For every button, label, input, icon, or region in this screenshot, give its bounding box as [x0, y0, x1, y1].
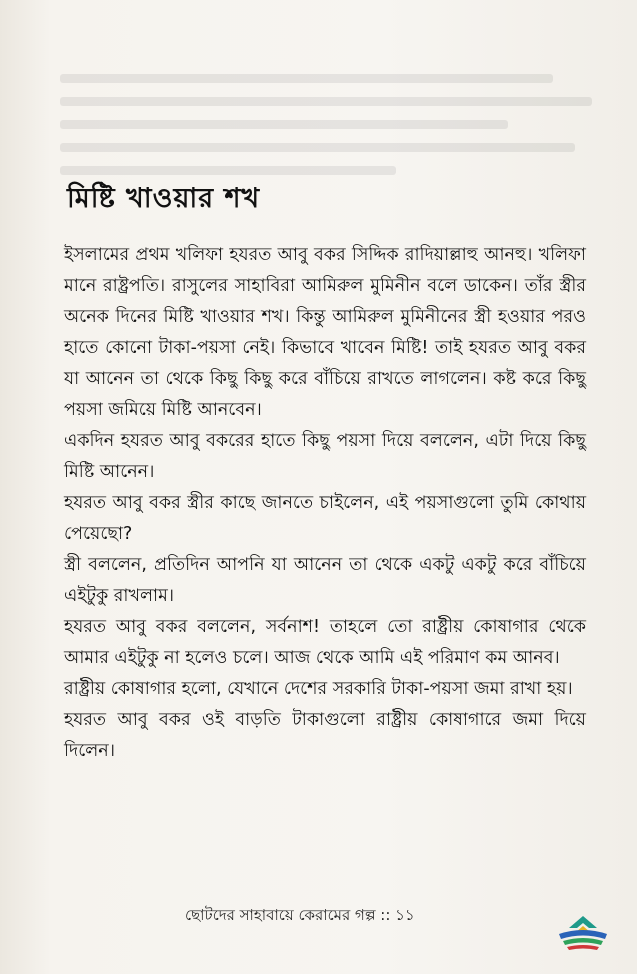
page-title: মিষ্টি খাওয়ার শখ	[67, 183, 261, 214]
paragraph: হযরত আবু বকর ওই বাড়তি টাকাগুলো রাষ্ট্রীয় কোষাগারে জমা দিয়ে দিলেন।	[64, 710, 586, 761]
paragraph: স্ত্রী বললেন, প্রতিদিন আপনি যা আনেন তা থেকে একটু একটু করে বাঁচিয়ে এইটুকু রাখলাম।	[64, 555, 586, 606]
paragraph: ইসলামের প্রথম খলিফা হযরত আবু বকর সিদ্দিক রাদিয়াল্লাহু আনহু। খলিফা মানে রাষ্ট্রপতি। রাসুলের সাহাবিরা আমিরুল মুমিনীন বলে ডাকেন। তাঁর স্ত্রীর অনেক দিনের মিষ্টি খাওয়ার শখ। কিন্তু আমিরুল মুমিনীনের স্ত্রী হওয়ার পরও হাতে কোনো টাকা-পয়সা নেই। কিভাবে খাবেন মিষ্টি! তাই হযরত আবু বকর যা আনেন তা থেকে কিছু কিছু করে বাঁচিয়ে রাখতে লাগলেন। কষ্ট করে কিছু পয়সা জমিয়ে মিষ্টি আনবেন।	[64, 245, 586, 420]
publisher-logo-icon	[553, 912, 613, 952]
paragraph: হযরত আবু বকর বললেন, সর্বনাশ! তাহলে তো রাষ্ট্রীয় কোষাগার থেকে আমার এইটুকু না হলেও চলে। আজ থেকে আমি এই পরিমাণ কম আনব।	[64, 617, 586, 668]
page-footer: ছোটদের সাহাবায়ে কেরামের গল্প :: ১১	[185, 906, 415, 924]
paragraph: হযরত আবু বকর স্ত্রীর কাছে জানতে চাইলেন, এই পয়সাগুলো তুমি কোথায় পেয়েছো?	[64, 493, 586, 544]
bleed-through-text	[60, 60, 620, 190]
paragraph: একদিন হযরত আবু বকরের হাতে কিছু পয়সা দিয়ে বললেন, এটা দিয়ে কিছু মিষ্টি আনেন।	[64, 431, 586, 482]
story-body	[64, 240, 586, 767]
paragraph: রাষ্ট্রীয় কোষাগার হলো, যেখানে দেশের সরকারি টাকা-পয়সা জমা রাখা হয়।	[64, 679, 573, 699]
